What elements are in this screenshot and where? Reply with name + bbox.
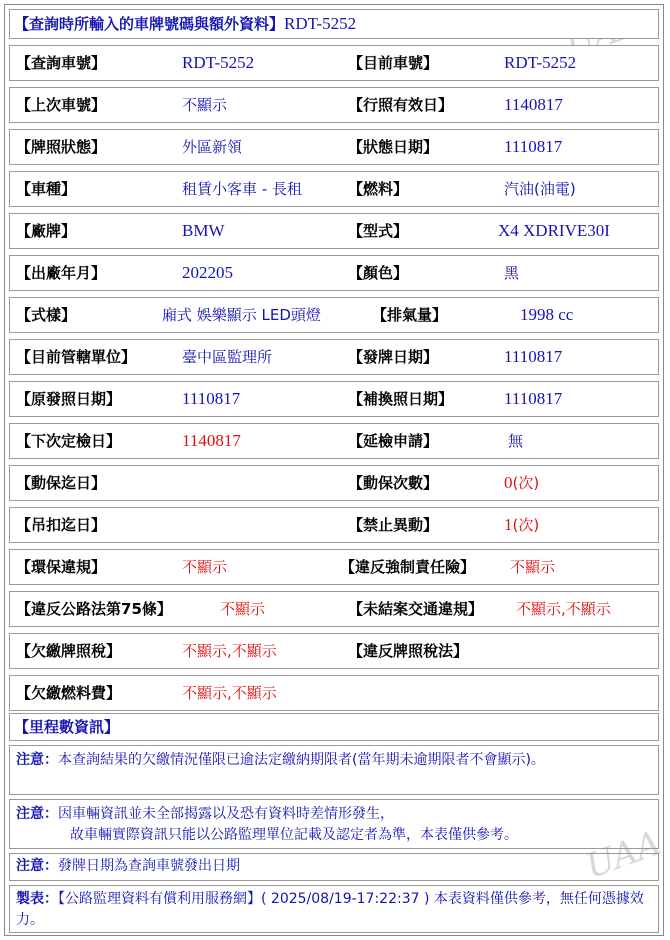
- extension-label: 【延檢申請】: [348, 432, 439, 450]
- row-plate: [9, 45, 659, 81]
- note-issue-date-key: 注意：: [16, 858, 58, 874]
- vehicle-type-label: 【車種】: [16, 180, 77, 198]
- note-issue-date-text: 發牌日期為查詢車號發出日期: [58, 858, 240, 874]
- issue-date-value: 1110817: [504, 347, 563, 366]
- unpaid-license-tax-label: 【欠繳牌照稅】: [16, 642, 122, 660]
- unpaid-fuel-fee-label: 【欠繳燃料費】: [16, 684, 122, 702]
- license-valid-label: 【行照有效日】: [348, 96, 454, 114]
- row-next-inspection: [9, 423, 659, 459]
- next-inspect-value: 1140817: [182, 431, 241, 450]
- note-issue-date: [9, 853, 659, 881]
- previous-plate-value: 不顯示: [182, 96, 228, 114]
- note-arrears: [9, 745, 659, 795]
- color-value: 黑: [504, 264, 520, 282]
- status-date-label: 【狀態日期】: [348, 138, 439, 156]
- report-sheet: [4, 4, 667, 936]
- note-disclosure-key: 注意：: [16, 806, 58, 822]
- mfg-date-value: 202205: [182, 263, 233, 282]
- note-disclosure-text: 因車輛資訊並未全部揭露以及恐有資料時差情形發生，: [58, 806, 394, 822]
- color-label: 【顏色】: [348, 264, 409, 282]
- style-label: 【式樣】: [16, 306, 77, 324]
- row-lien: [9, 465, 659, 501]
- row-fuel-fee: [9, 675, 659, 711]
- lien-count-value: [504, 466, 539, 500]
- row-seizure: [9, 507, 659, 543]
- query-header-title: 【查詢時所輸入的車牌號碼與額外資料】: [14, 15, 285, 33]
- note-disclosure: [9, 799, 659, 849]
- mileage-section-title: 【里程數資訊】: [9, 713, 659, 741]
- env-violation-label: 【環保違規】: [16, 558, 107, 576]
- lien-count-unit: (次): [512, 474, 540, 492]
- style-value: 廂式 娛樂顯示 LED頭燈: [162, 306, 321, 324]
- plate-status-label: 【牌照狀態】: [16, 138, 107, 156]
- orig-license-label: 【原發照日期】: [16, 390, 122, 408]
- mfg-date-label: 【出廠年月】: [16, 264, 107, 282]
- transfer-ban-unit: (次): [512, 516, 540, 534]
- office-value: 臺中區監理所: [182, 348, 273, 366]
- query-header-plate: RDT-5252: [284, 14, 357, 33]
- footer-key: 製表：: [16, 891, 58, 907]
- seizure-until-label: 【吊扣迄日】: [16, 516, 107, 534]
- vehicle-type-value: 租賃小客車 - 長租: [182, 180, 302, 198]
- note-arrears-key: 注意：: [16, 752, 58, 768]
- transfer-ban-number: 1: [504, 515, 513, 534]
- highway-75-label: 【違反公路法第75條】: [16, 600, 172, 618]
- env-violation-value: 不顯示: [182, 558, 228, 576]
- row-highway-violation: [9, 591, 659, 627]
- row-license-tax: [9, 633, 659, 669]
- row-env-violation: [9, 549, 659, 585]
- row-orig-license: [9, 381, 659, 417]
- row-style: [9, 297, 659, 333]
- row-mfg-date: [9, 255, 659, 291]
- lien-until-label: 【動保迄日】: [16, 474, 107, 492]
- insurance-violation-label: 【違反強制責任險】: [340, 558, 476, 576]
- current-plate-value: RDT-5252: [504, 53, 577, 72]
- current-plate-label: 【目前車號】: [348, 54, 439, 72]
- renew-license-value: 1110817: [504, 389, 563, 408]
- brand-label: 【廠牌】: [16, 222, 77, 240]
- lien-count-label: 【動保次數】: [348, 474, 439, 492]
- model-value: X4 XDRIVE30I: [498, 221, 610, 240]
- row-plate-status: [9, 129, 659, 165]
- renew-license-label: 【補換照日期】: [348, 390, 454, 408]
- transfer-ban-label: 【禁止異動】: [348, 516, 439, 534]
- row-vehicle-type: [9, 171, 659, 207]
- query-plate-value: RDT-5252: [182, 53, 255, 72]
- query-plate-label: 【查詢車號】: [16, 54, 107, 72]
- unpaid-fuel-fee-value: 不顯示,不顯示: [182, 684, 277, 702]
- plate-status-value: 外區新領: [182, 138, 243, 156]
- traffic-violation-label: 【未結案交通違規】: [348, 600, 484, 618]
- traffic-violation-value: 不顯示,不顯示: [516, 600, 611, 618]
- displacement-label: 【排氣量】: [372, 306, 448, 324]
- orig-license-value: 1110817: [182, 389, 241, 408]
- row-office: [9, 339, 659, 375]
- footer-text: 【公路監理資料有償利用服務網】( 2025/08/19-17:22:37 ) 本表資料僅供參考，無任何憑據效力。: [16, 891, 644, 928]
- model-label: 【型式】: [348, 222, 409, 240]
- previous-plate-label: 【上次車號】: [16, 96, 107, 114]
- issue-date-label: 【發牌日期】: [348, 348, 439, 366]
- office-label: 【目前管轄單位】: [16, 348, 137, 366]
- next-inspect-label: 【下次定檢日】: [16, 432, 122, 450]
- transfer-ban-value: [504, 508, 539, 542]
- fuel-value: 汽油(油電): [504, 180, 576, 198]
- license-tax-violation-label: 【違反牌照稅法】: [348, 642, 469, 660]
- brand-value: BMW: [182, 221, 225, 240]
- unpaid-license-tax-value: 不顯示,不顯示: [182, 642, 277, 660]
- highway-75-value: 不顯示: [220, 600, 266, 618]
- license-valid-value: 1140817: [504, 95, 563, 114]
- row-brand: [9, 213, 659, 249]
- note-disclosure-text-2: 故車輛實際資訊只能以公路監理單位記載及認定者為準，本表僅供參考。: [70, 827, 518, 843]
- displacement-value: 1998 cc: [520, 305, 574, 324]
- note-arrears-text: 本查詢結果的欠繳情況僅限已逾法定繳納期限者(當年期未逾期限者不會顯示)。: [58, 752, 545, 768]
- lien-count-number: 0: [504, 473, 513, 492]
- report-footer: [9, 885, 659, 933]
- extension-value: 無: [508, 432, 524, 450]
- row-previous-plate: [9, 87, 659, 123]
- status-date-value: 1110817: [504, 137, 563, 156]
- insurance-violation-value: 不顯示: [510, 558, 556, 576]
- query-header: [9, 9, 659, 39]
- watermark-bottom: UAA: [580, 823, 667, 887]
- fuel-label: 【燃料】: [348, 180, 409, 198]
